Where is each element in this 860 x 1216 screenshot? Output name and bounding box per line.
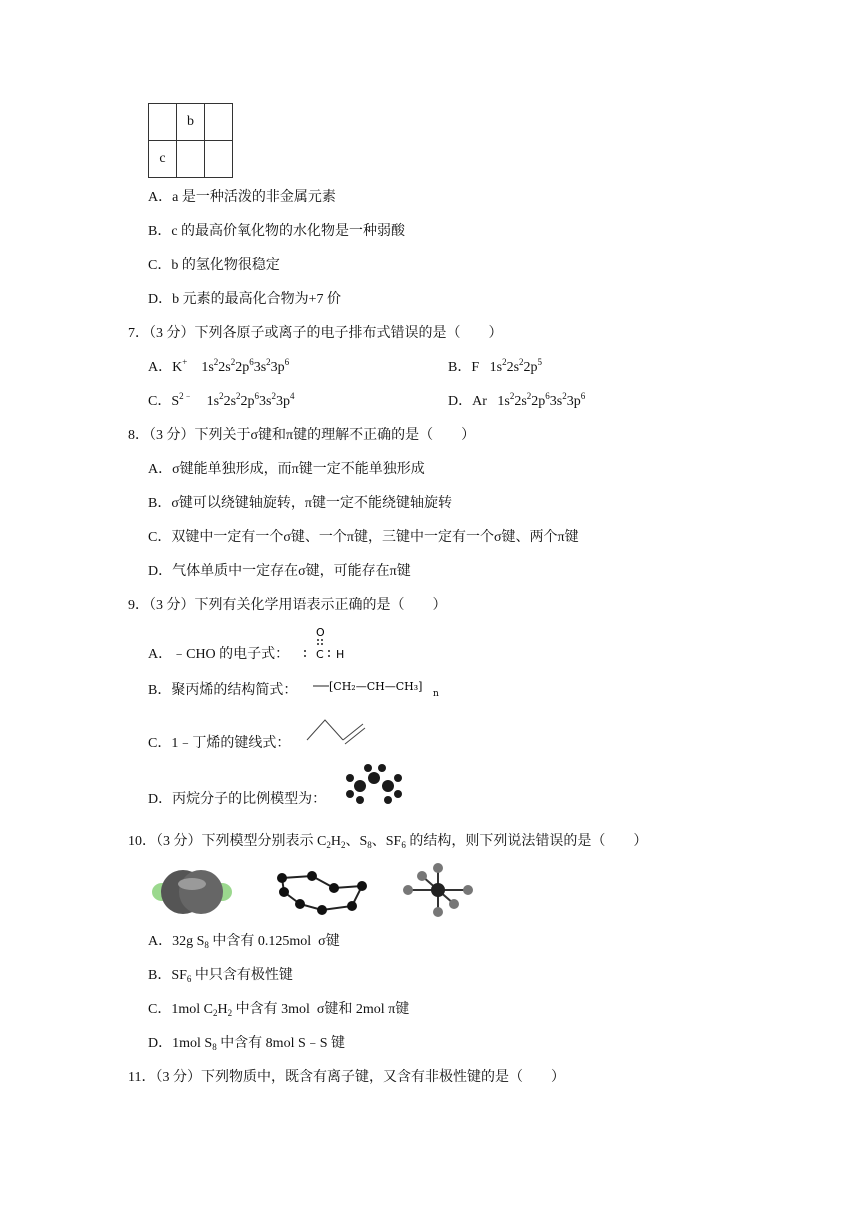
q8-stem: 8．（3 分）下列关于σ键和π键的理解不正确的是（ ） [128,428,476,443]
grid-cell-empty [205,104,233,141]
q7-option-c: C．$S^{2﹣}$ $1s^22s^22p^63s^23p^4$ [148,391,295,409]
q9-option-a: A．﹣CHO 的电子式： [148,647,290,662]
grid-cell-a [149,104,177,141]
sf6-model-image [398,862,478,918]
q10-option-c: C．1mol $C_2H_2$ 中含有 3mol σ键和 2mol π键 [148,1002,410,1018]
q9-stem: 9．（3 分）下列有关化学用语表示正确的是（ ） [128,598,447,613]
q7-stem: 7．（3 分）下列各原子或离子的电子排布式错误的是（ ） [128,326,503,341]
grid-cell-empty [205,141,233,178]
q7-option-b: B．F $1s^22s^22p^5$ [448,357,543,375]
polypropylene-formula-text: [CH₂—CH—CH₃] [329,680,423,693]
q9-option-c: C．1﹣丁烯的键线式： [148,736,291,751]
q6-option-c: C．b 的氢化物很稳定 [148,258,280,273]
cho-c-label: C [316,648,324,661]
propane-model-image [342,764,406,808]
q7-option-a: A．K+ $1s^22s^22p^63s^23p^6$ [148,357,290,375]
polypropylene-n-label: n [433,689,439,699]
s8-model-image [272,870,372,916]
q10-stem: 10．（3 分）下列模型分别表示 $C_2H_2$、$S_8$、$SF_6$ 的结构，则下列说法错误的是（ ） [128,834,648,850]
q10-option-d: D．1mol $S_8$ 中含有 8mol S﹣S 键 [148,1036,346,1052]
q6-option-a: A．a 是一种活泼的非金属元素 [148,190,336,205]
q8-option-c: C．双键中一定有一个σ键、一个π键，三键中一定有一个σ键、两个π键 [148,530,579,545]
q8-option-a: A．σ键能单独形成，而π键一定不能单独形成 [148,462,425,477]
butene-skeletal-image [305,716,367,746]
cho-o-label: O [316,626,325,639]
grid-cell-empty [177,141,205,178]
q10-option-a: A．32g $S_8$ 中含有 0.125mol σ键 [148,934,340,950]
polypropylene-formula-image [313,676,448,702]
q8-option-d: D．气体单质中一定存在σ键，可能存在π键 [148,564,411,579]
q9-option-d: D．丙烷分子的比例模型为： [148,792,327,807]
q10-option-b: B．$SF_6$ 中只含有极性键 [148,968,293,984]
element-grid [148,103,233,178]
cho-electron-dot-image [300,624,360,664]
cho-h-label: H [336,648,345,661]
q8-option-b: B．σ键可以绕键轴旋转，π键一定不能绕键轴旋转 [148,496,452,511]
grid-cell-b: b [177,104,205,141]
q11-stem: 11．（3 分）下列物质中，既含有离子键，又含有非极性键的是（ ） [128,1070,565,1085]
q6-option-b: B．c 的最高价氧化物的水化物是一种弱酸 [148,224,406,239]
q7-option-d: D．Ar $1s^22s^22p^63s^23p^6$ [448,391,586,409]
q6-option-d: D．b 元素的最高化合物为+7 价 [148,292,342,307]
grid-cell-c: c [149,141,177,178]
q9-option-b: B．聚丙烯的结构简式： [148,683,298,698]
c2h2-model-image [152,866,232,918]
